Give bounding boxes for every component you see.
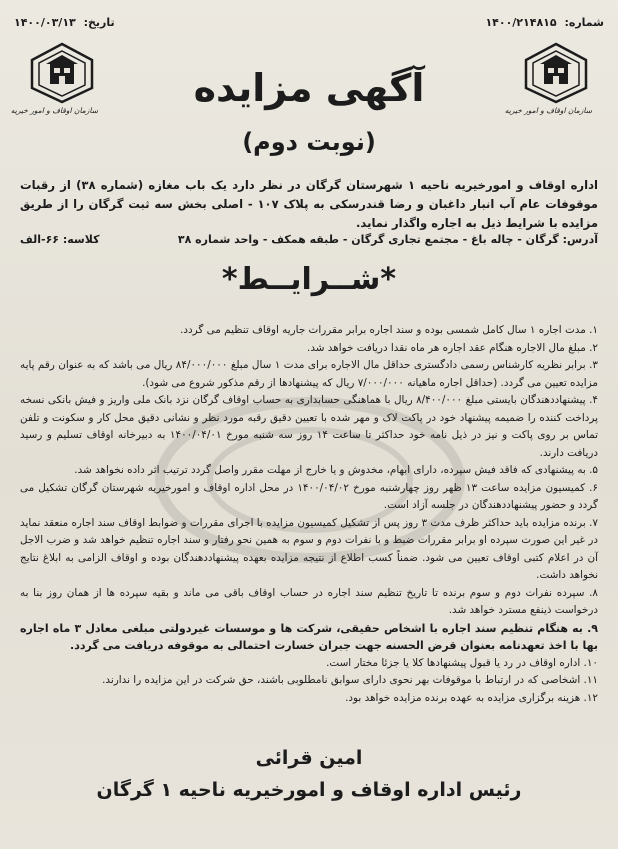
address-line <box>20 233 598 246</box>
condition-item: ۴. پیشنهاددهندگان بایستی مبلغ ۸/۴۰۰/۰۰۰ ریال با هماهنگی حسابداری به حساب اوقاف گرگان نزد بانک ملی واریز و فیش بانکی نسخه پرداخت کننده را ضمیمه پیشنهاد خود در پاکت لاک و مهر شده با تعیین دقیق رقبه مورد نظر و نشانی دقیق محل کار و سکونت و تلفن تماس بر روی پاکت و نیز در ذیل نامه خود حداکثر تا ساعت ۱۴ روز سه شنبه مورخ ۱۴۰۰/۰۴/۰۱ به دبیرخانه اوقاف تسلیم و رسید دریافت دارند. <box>20 394 598 459</box>
condition-item: ۵. به پیشنهادی که فاقد فیش سپرده، دارای ابهام، مخدوش و یا خارج از مهلت مقرر واصل گردد ترتیب اثر داده نخواهد شد. <box>74 464 598 476</box>
condition-item-bold: ۹. به هنگام تنظیم سند اجاره با اشخاص حقیقی، شرکت ها و موسسات غیردولتی مبلغی معادل ۳ ماه اجاره بها با اخذ تعهدنامه بعنوان قرض الحسنه جهت جبران خسارت احتمالی به موقوفه دریافت می گردد. <box>20 621 599 652</box>
condition-item: ۳. برابر نظریه کارشناس رسمی دادگستری حداقل مال الاجاره برای مدت ۱ سال مبلغ ۸۴/۰۰۰/۰۰۰ ریال می باشد که به عنوان رقم پایه مزایده تعیین می گردد. (حداقل اجاره ماهیانه ۷/۰۰۰/۰۰۰ ریال که پیشنهادها از رقم مذکور شروع می شود). <box>20 359 598 389</box>
condition-item: ۸. سپرده نفرات دوم و سوم برنده تا تاریخ تنظیم سند اجاره در حساب اوقاف باقی می ماند و بقیه سپرده ها از همان روز بنا به درخواست ذینفع مسترد خواهد شد. <box>20 586 598 616</box>
logo-caption-left: سازمان اوقاف و امور خیریه <box>10 106 98 115</box>
number-label: شماره: <box>564 16 604 29</box>
condition-item: ۱. مدت اجاره ۱ سال کامل شمسی بوده و سند اجاره برابر مقررات جاریه اوقاف تنظیم می گردد. <box>180 324 598 336</box>
address-text: آدرس: گرگان - چاله باغ - مجتمع تجاری گرگان - طبقه همکف - واحد شماره ۳۸ <box>177 233 598 246</box>
number-field <box>485 16 604 29</box>
condition-item: ۱۰. اداره اوقاف در رد یا قبول پیشنهادها کلا یا جزئا مختار است. <box>326 656 598 669</box>
signatory-title: رئیس اداره اوقاف و امورخیریه ناحیه ۱ گرگان <box>96 779 522 801</box>
number-value: ۱۴۰۰/۲۱۴۸۱۵ <box>485 16 557 29</box>
awqaf-emblem-icon <box>520 42 592 104</box>
condition-item: ۷. برنده مزایده باید حداکثر ظرف مدت ۳ روز پس از تشکیل کمیسیون مزایده با اجرای مقررات و ضوابط اوقاف سند اجاره منعقد نماید در غیر این صورت سپرده او برابر مقررات ضبط و با نفرات دوم و سوم به همین نحو رفتار و سند اجاره تنظیم خواهد شد و ضرب الاجل آن در اعلام کتبی اوقاف تعیین می شود. ضمناً کسب اطلاع از نتیجه مزایده بعهده پیشنهاددهندگان بوده و اوقاف الزامی به ابلاغ نتایج نخواهد داشت. <box>20 516 599 581</box>
date-value: ۱۴۰۰/۰۳/۱۳ <box>14 16 76 29</box>
awqaf-logo-left <box>10 42 98 120</box>
kelaseh-text: کلاسه: ۶۶-الف <box>20 233 100 246</box>
condition-item: ۲. مبلغ مال الاجاره هنگام عقد اجاره هر ماه نقدا دریافت خواهد شد. <box>307 341 598 354</box>
intro-paragraph: اداره اوقاف و امورخیریه ناحیه ۱ شهرستان گرگان در نظر دارد یک باب مغازه (شماره ۳۸) از رقبات موقوفات عام آب انبار داغبان و رضا قندرسکی به پلاک ۱۰۷ - اصلی بخش سه ثبت گرگان را از طریق مزایده با شرایط ذیل به اجاره واگذار نماید. <box>20 178 598 230</box>
condition-item: ۱۲. هزینه برگزاری مزایده به عهده برنده مزایده خواهد بود. <box>345 691 598 704</box>
condition-item: ۶. کمیسیون مزایده ساعت ۱۳ ظهر روز چهارشنبه مورخ ۱۴۰۰/۰۴/۰۲ در محل اداره اوقاف و امورخیریه شهرستان گرگان تشکیل می گردد و حضور پیشنهاددهندگان در جلسه آزاد است. <box>20 481 599 511</box>
awqaf-emblem-icon <box>26 42 98 104</box>
notice-subtitle: (نوبت دوم) <box>242 128 376 156</box>
notice-title: آگهی مزایده <box>193 66 425 110</box>
conditions-list <box>20 322 598 707</box>
date-label: تاریخ: <box>83 16 115 29</box>
date-field <box>14 16 115 29</box>
header-line <box>14 16 604 29</box>
logo-caption-right: سازمان اوقاف و امور خیریه <box>504 106 592 115</box>
conditions-heading: *شــرایــط* <box>221 262 397 297</box>
signatory-name: امین قرائی <box>255 747 363 769</box>
awqaf-logo-right <box>504 42 592 120</box>
condition-item: ۱۱. اشخاصی که در ارتباط با موقوفات بهر نحوی دارای سوابق نامطلوبی باشند، حق شرکت در این مزایده را ندارند. <box>102 674 598 686</box>
